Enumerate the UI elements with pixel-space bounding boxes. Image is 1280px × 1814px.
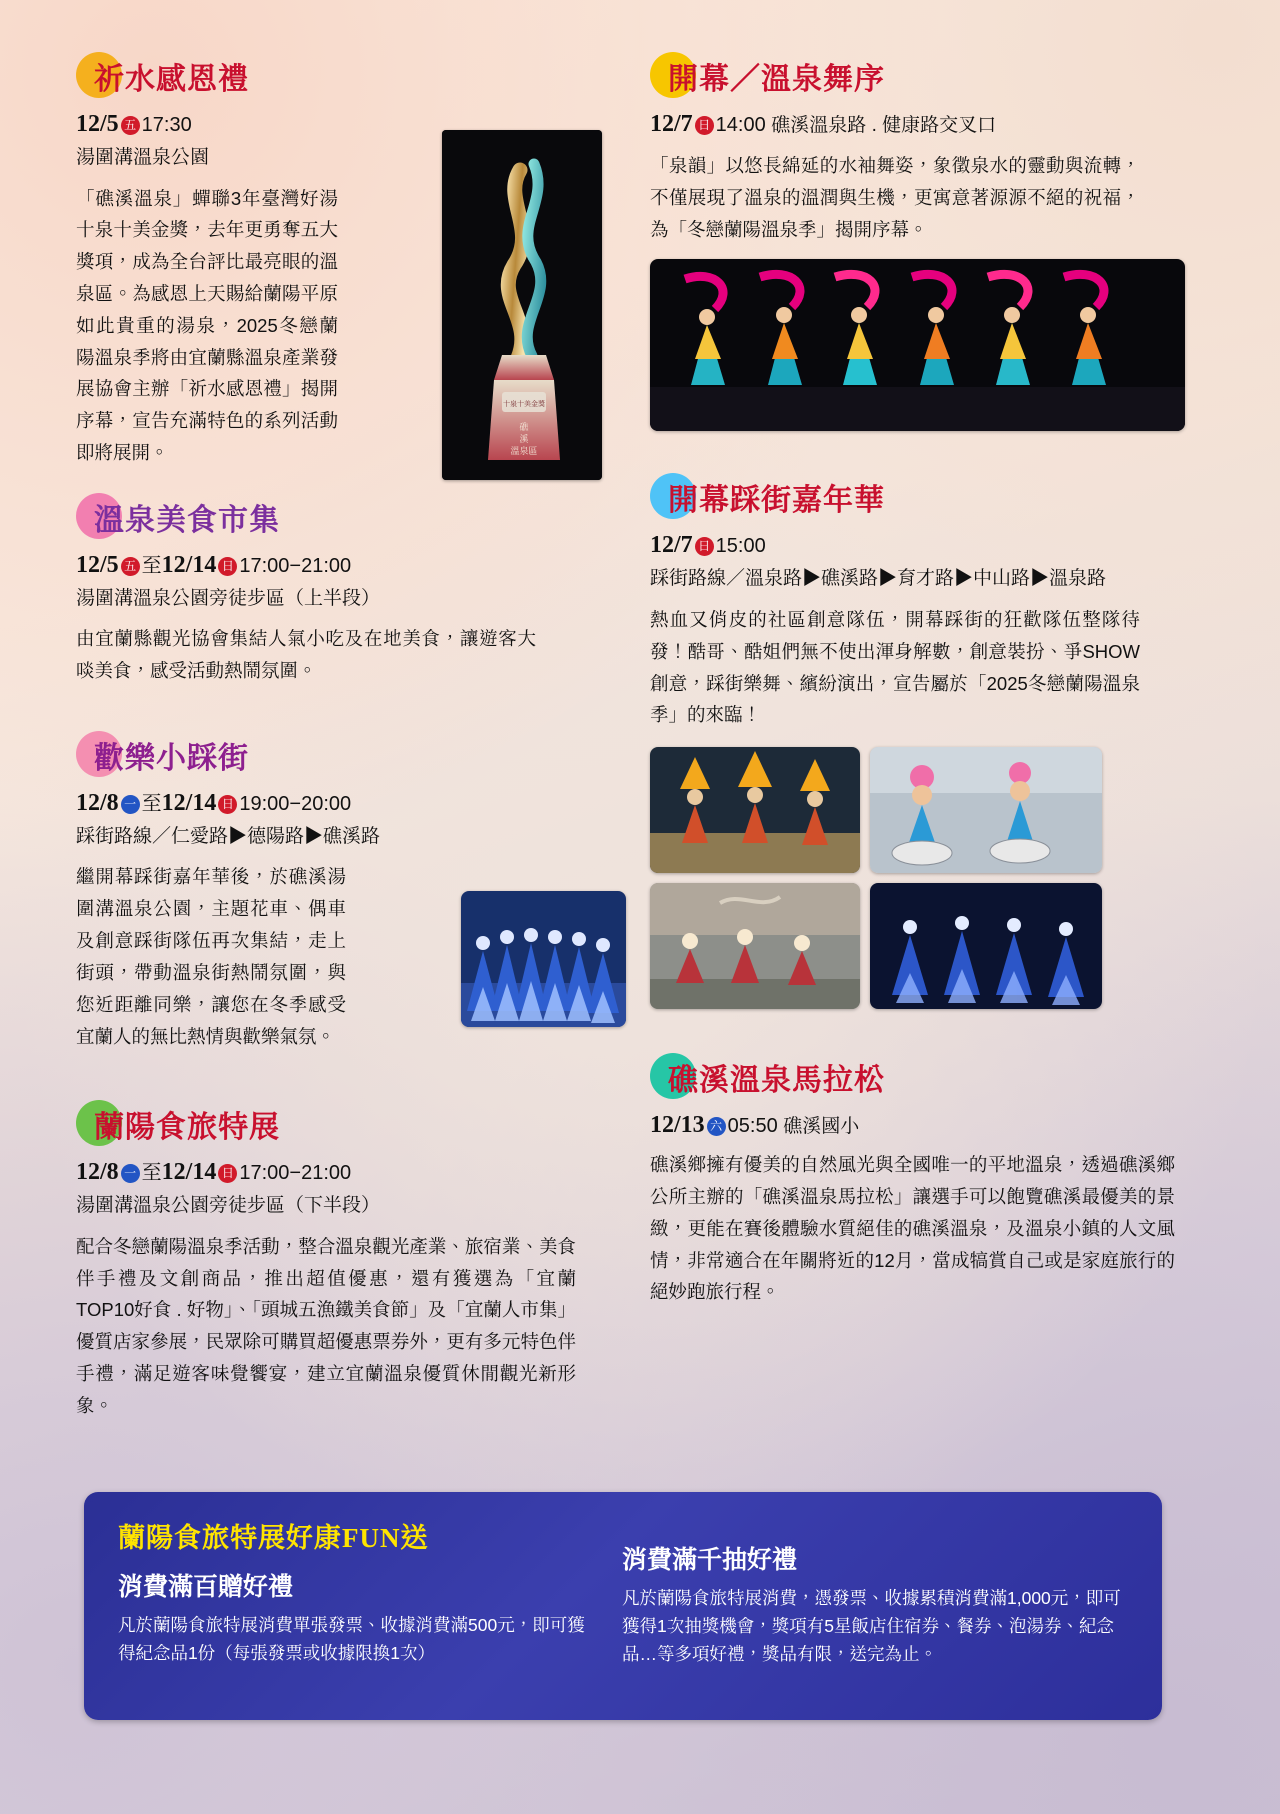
heading-lanyang-expo	[76, 1100, 576, 1148]
place-blessing: 湯圍溝溫泉公園	[76, 147, 210, 168]
date-text: 12/13	[650, 1112, 705, 1139]
promo-title: 蘭陽食旅特展好康FUN送	[118, 1523, 429, 1553]
date-text: 12/7	[650, 532, 693, 559]
heading-blessing	[76, 52, 576, 100]
date-text: 12/5	[76, 111, 119, 137]
schedule-lanyang-expo	[76, 1154, 576, 1190]
range-separator: 至	[141, 1162, 162, 1185]
body-lanyang-expo: 配合冬戀蘭陽溫泉季活動，整合溫泉觀光產業、旅宿業、美食伴手禮及文創商品，推出超值優惠，還有獲選為「宜蘭TOP10好食 . 好物」、「頭城五漁鐵美食節」及「宜蘭人市集」優質店家參展，民眾除可購買超優惠票券外，更有多元特色伴手禮，滿足遊客味覺饗宴，建立宜蘭溫泉優質休閒觀光新形象。	[76, 1235, 576, 1416]
body-blessing: 「礁溪溫泉」蟬聯3年臺灣好湯十泉十美金獎，去年更勇奪五大獎項，成為全台評比最亮眼的溫泉區。為感恩上天賜給蘭陽平原如此貴重的湯泉，2025冬戀蘭陽溫泉季將由宜蘭縣溫泉產業發展協會主辦「祈水感恩禮」揭開序幕，宣告充滿特色的系列活動即將展開。	[76, 187, 338, 463]
promo-right-subtitle: 消費滿千抽好禮	[622, 1547, 798, 1574]
section-marathon	[650, 1053, 1205, 1308]
weekday-to-badge: 日	[218, 557, 237, 576]
weekday-badge: 六	[707, 1117, 726, 1136]
section-opening-carnival	[650, 473, 1205, 1009]
date-text: 12/8	[76, 1159, 119, 1186]
promo-left-subtitle: 消費滿百贈好禮	[118, 1574, 294, 1601]
section-lanyang-expo	[76, 1100, 576, 1421]
weekday-to-badge: 日	[218, 795, 237, 814]
weekday-badge: 日	[695, 537, 714, 556]
schedule-opening-carnival	[650, 527, 1205, 563]
schedule-marathon	[650, 1107, 1205, 1143]
blue-dress-stage-dancers-photo	[870, 883, 1102, 1009]
section-food-market	[76, 493, 576, 687]
ribbon-dancers-stage-photo	[650, 259, 1185, 431]
heading-marathon	[650, 1053, 1205, 1101]
place-happy-parade: 踩街路線／仁愛路▶德陽路▶礁溪路	[76, 825, 381, 847]
time-text: 17:00−21:00	[239, 554, 352, 577]
body-marathon: 礁溪鄉擁有優美的自然風光與全國唯一的平地溫泉，透過礁溪鄉公所主辦的「礁溪溫泉馬拉松」讓選手可以飽覽礁溪最優美的景緻，更能在賽後體驗水質絕佳的礁溪溫泉，及溫泉小鎮的人文風情，非常適合在年關將近的12月，當成犒賞自己或是家庭旅行的絕妙跑旅行程。	[650, 1154, 1175, 1303]
feather-costume-dancers-photo	[650, 747, 860, 873]
time-text: 17:00−21:00	[239, 1162, 352, 1185]
promo-right-body: 凡於蘭陽食旅特展消費，憑發票、收據累積消費滿1,000元，即可獲得1次抽獎機會，獎項有5星飯店住宿券、餐券、泡湯券、紀念品…等多項好禮，獎品有限，送完為止。	[622, 1588, 1121, 1664]
trophy-photo	[442, 130, 602, 480]
street-parade-dancers-photo	[650, 883, 860, 1009]
place-opening-carnival: 踩街路線／溫泉路▶礁溪路▶育才路▶中山路▶溫泉路	[650, 568, 1107, 590]
schedule-opening-dance	[650, 106, 1205, 142]
section-title: 礁溪溫泉馬拉松	[668, 1064, 885, 1098]
body-opening-carnival: 熱血又俏皮的社區創意隊伍，開幕踩街的狂歡隊伍整隊待發！酷哥、酷姐們無不使出渾身解數，創意裝扮、爭SHOW創意，踩街樂舞、繽紛演出，宣告屬於「2025冬戀蘭陽溫泉季」的來臨！	[650, 608, 1140, 726]
section-title: 開幕踩街嘉年華	[668, 484, 885, 518]
section-title: 歡樂小踩街	[94, 741, 249, 775]
heading-opening-carnival	[650, 473, 1205, 521]
svg-text:十泉十美金獎: 十泉十美金獎	[503, 400, 545, 408]
svg-text:溫泉區: 溫泉區	[510, 447, 538, 457]
weekday-badge: 五	[121, 557, 140, 576]
schedule-happy-parade	[76, 785, 576, 821]
drum-band-performers-photo	[870, 747, 1102, 873]
place-food-market: 湯圍溝溫泉公園旁徒步區（上半段）	[76, 587, 381, 609]
weekday-badge: 一	[121, 1164, 140, 1183]
weekday-badge: 一	[121, 795, 140, 814]
date-to-text: 12/14	[161, 1159, 217, 1186]
body-food-market: 由宜蘭縣觀光協會集結人氣小吃及在地美食，讓遊客大啖美食，感受活動熱鬧氛圍。	[76, 628, 536, 682]
date-to-text: 12/14	[161, 789, 217, 816]
left-column	[76, 52, 576, 1426]
time-text: 19:00−20:00	[239, 792, 352, 815]
place-lanyang-expo: 湯圍溝溫泉公園旁徒步區（下半段）	[76, 1195, 381, 1217]
place-inline: 礁溪溫泉路 . 健康路交叉口	[771, 115, 997, 136]
range-separator: 至	[141, 792, 162, 815]
date-to-text: 12/14	[161, 551, 217, 578]
weekday-badge: 五	[121, 116, 140, 135]
svg-text:礁: 礁	[519, 423, 529, 433]
promo-right-block	[622, 1540, 1122, 1668]
section-opening-dance	[650, 52, 1205, 431]
time-text: 17:30	[141, 114, 192, 136]
time-text: 05:50	[727, 1115, 778, 1138]
weekday-badge: 日	[695, 116, 714, 135]
right-column	[650, 52, 1205, 1312]
time-text: 15:00	[715, 535, 766, 558]
promo-left-body: 凡於蘭陽食旅特展消費單張發票、收據消費滿500元，即可獲得紀念品1份（每張發票或收據限換1次）	[118, 1615, 585, 1663]
section-title: 蘭陽食旅特展	[94, 1111, 280, 1145]
body-happy-parade: 繼開幕踩街嘉年華後，於礁溪湯圍溝溫泉公園，主題花車、偶車及創意踩街隊伍再次集結，走上街頭，帶動溫泉街熱鬧氛圍，與您近距離同樂，讓您在冬季感受宜蘭人的無比熱情與歡樂氣氛。	[76, 866, 346, 1047]
date-text: 12/7	[650, 111, 693, 137]
section-title: 開幕／溫泉舞序	[668, 63, 885, 96]
weekday-to-badge: 日	[218, 1164, 237, 1183]
blue-dress-dancers-photo	[461, 891, 626, 1027]
promo-left-block	[118, 1516, 588, 1667]
date-text: 12/8	[76, 789, 119, 816]
promo-box	[84, 1492, 1162, 1720]
section-title: 祈水感恩禮	[94, 63, 249, 96]
svg-text:溪: 溪	[519, 435, 529, 445]
range-separator: 至	[141, 554, 162, 577]
heading-happy-parade	[76, 731, 576, 779]
body-opening-dance: 「泉韻」以悠長綿延的水袖舞姿，象徵泉水的靈動與流轉，不僅展現了溫泉的溫潤與生機，更寓意著源源不絕的祝福，為「冬戀蘭陽溫泉季」揭開序幕。	[650, 155, 1140, 240]
carnival-photo-grid	[650, 747, 1205, 1009]
section-title: 溫泉美食市集	[94, 503, 280, 537]
place-inline: 礁溪國小	[783, 1116, 860, 1138]
heading-opening-dance	[650, 52, 1205, 100]
section-happy-parade	[76, 731, 576, 1052]
date-text: 12/5	[76, 551, 119, 578]
time-text: 14:00	[715, 114, 766, 136]
schedule-food-market	[76, 547, 576, 583]
heading-food-market	[76, 493, 576, 541]
